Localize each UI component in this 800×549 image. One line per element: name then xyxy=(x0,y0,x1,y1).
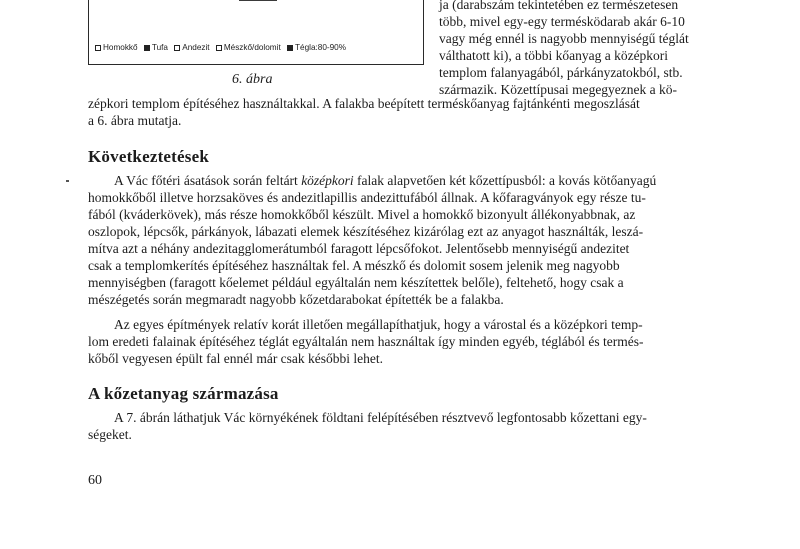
section-heading-kozetanyag: A kőzetanyag származása xyxy=(88,384,279,403)
paragraph-origin xyxy=(88,409,730,443)
section-heading-kovetkeztetesek: Következtetések xyxy=(88,147,210,166)
text-line: Az egyes építmények relatív korát illetően megállapíthatjuk, hogy a várostal és a középkori temp- xyxy=(114,317,643,332)
text-line: zépkori templom építéséhez használtakkal. A falakba beépített terméskőanyag fajtánkénti megoszlását xyxy=(88,96,640,111)
side-paragraph xyxy=(439,0,729,98)
chart-legend xyxy=(95,43,419,52)
text-line: mészégetés során megmaradt nagyobb kőzetdarabokat építették be a falakba. xyxy=(88,292,504,307)
text-line: ja (darabszám tekintetében ez természetesen xyxy=(439,0,679,12)
figure-caption: 6. ábra xyxy=(232,72,273,87)
text-line: kőből vegyesen épült fal ennél már csak későbbi lehet. xyxy=(88,351,384,366)
text-line: templom falanyagából, párkányzatokból, stb. xyxy=(439,65,683,80)
text-line: a 6. ábra mutatja. xyxy=(88,113,182,128)
page-number: 60 xyxy=(88,473,102,488)
text-line: fából (kváderkövek), más része homokkőből készült. Mivel a homokkő bizonyult állékonyabbnak, az xyxy=(88,207,636,222)
legend-swatch-icon xyxy=(144,45,150,51)
legend-item-andezit: Andezit xyxy=(174,43,209,52)
paragraph-conclusions-1 xyxy=(88,172,730,308)
text-line: oszlopok, lépcsők, párkányok, lábazati elemek készítéséhez kizárólag ezt az anyagot használták, leszá- xyxy=(88,224,644,239)
text-line: vagy még ennél is nagyobb mennyiségű téglát xyxy=(439,31,689,46)
text-line: csak a templomkerítés építéséhez használtak fel. A mészkő és dolomit sosem jelenik meg nagyobb xyxy=(88,258,620,273)
legend-item-tegla: Tégla:80-90% xyxy=(287,43,346,52)
legend-swatch-icon xyxy=(287,45,293,51)
chart-bar-fragment xyxy=(239,0,277,1)
legend-swatch-icon xyxy=(216,45,222,51)
text-line: mítva azt a néhány andezitagglomerátumból faragott lépcsőfokot. Jelentősebb mennyiségű andezitet xyxy=(88,241,630,256)
text-line: lom eredeti falainak építéséhez téglát egyáltalán nem használtak így minden egyéb, téglából és termés- xyxy=(88,334,644,349)
text-line: ségeket. xyxy=(88,427,132,442)
text-line: származik. Közettípusai megegyeznek a kö- xyxy=(439,82,678,97)
legend-item-tufa: Tufa xyxy=(144,43,168,52)
text-line: több, mivel egy-egy termésködarab akár 6-10 xyxy=(439,14,685,29)
text-line: A Vác főtéri ásatások során feltárt középkori falak alapvetően két kőzettípusból: a kovás kötőanyagú xyxy=(114,173,657,188)
continuation-paragraph xyxy=(88,95,730,129)
legend-swatch-icon xyxy=(95,45,101,51)
text-line: homokkőből illetve horzsaköves és andezitlapillis andezittufából állnak. A kőfaragványok egy része tu- xyxy=(88,190,646,205)
legend-item-meszko-dolomit: Mészkő/dolomit xyxy=(216,43,281,52)
text-line: válthatott ki), a többi kőanyag a középkori xyxy=(439,48,669,63)
paragraph-conclusions-2 xyxy=(88,316,730,367)
text-line: A 7. ábrán láthatjuk Vác környékének földtani felépítésében résztvevő legfontosabb kőzettani egy- xyxy=(114,410,647,425)
legend-item-homokko: Homokkő xyxy=(95,43,138,52)
text-line: mennyiségben (faragott kőelemet például egyáltalán nem készítettek belőle), feltehető, hogy csak a xyxy=(88,275,624,290)
legend-swatch-icon xyxy=(174,45,180,51)
figure-6-chart xyxy=(88,0,424,65)
margin-mark xyxy=(66,180,69,182)
